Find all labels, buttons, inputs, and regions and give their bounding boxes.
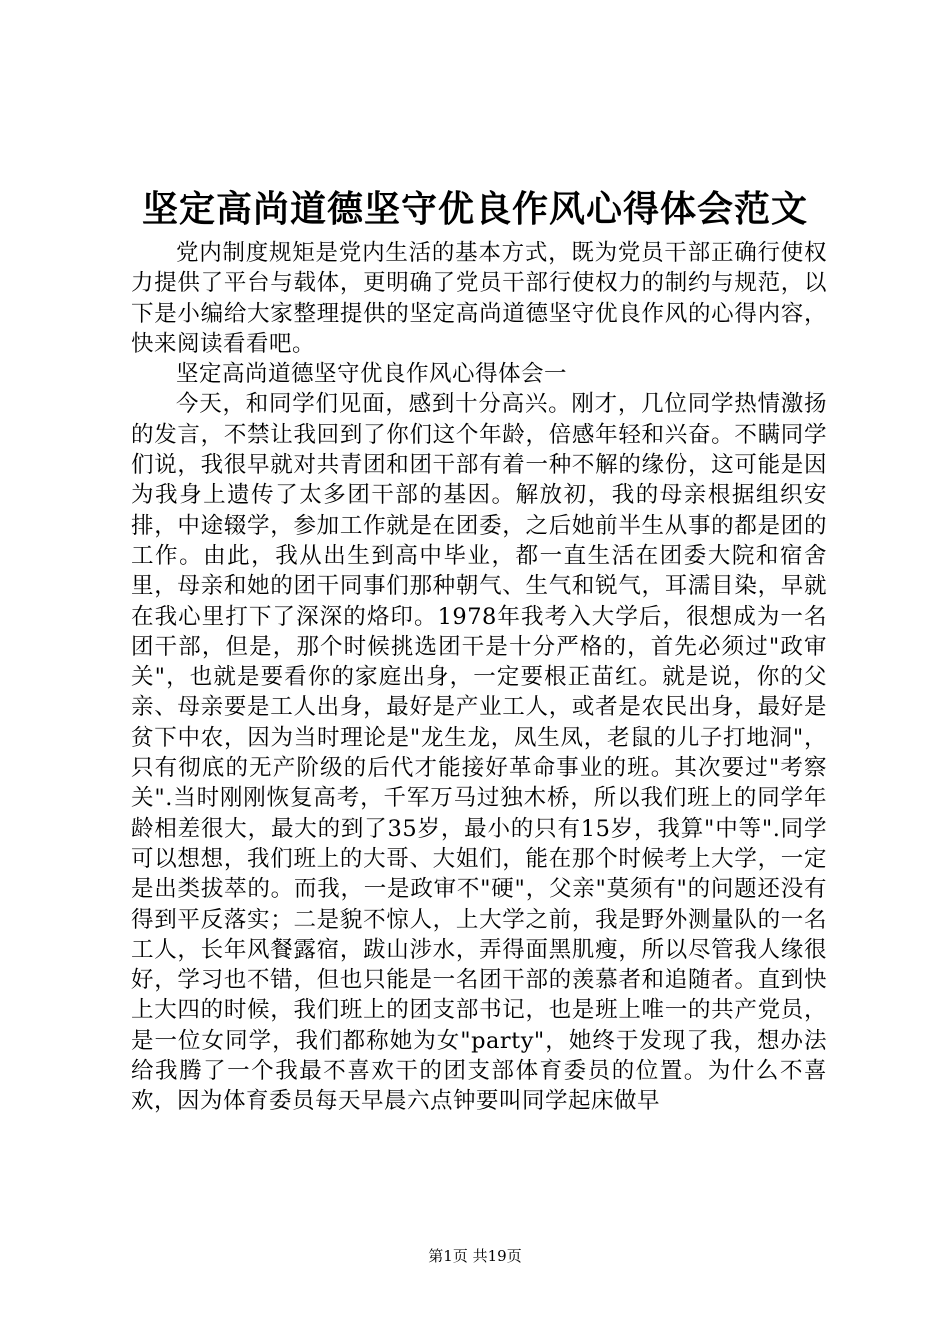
section-heading: 坚定高尚道德坚守优良作风心得体会一 [176, 361, 568, 388]
document-body [131, 238, 827, 1117]
body-paragraph: 今天，和同学们见面，感到十分高兴。刚才，几位同学热情激扬的发言，不禁让我回到了你们这个年龄，倍感年轻和兴奋。不瞒同学们说，我很早就对共青团和团干部有着一种不解的缘份，这可能是因为我身上遗传了太多团干部的基因。解放初，我的母亲根据组织安排，中途辍学，参加工作就是在团委，之后她前半生从事的都是团的工作。由此，我从出生到高中毕业，都一直生活在团委大院和宿舍里，母亲和她的团干同事们那种朝气、生气和锐气，耳濡目染，早就在我心里打下了深深的烙印。1978年我考入大学后，很想成为一名团干部，但是，那个时候挑选团干是十分严格的，首先必须过"政审关"，也就是要看你的家庭出身，一定要根正苗红。就是说，你的父亲、母亲要是工人出身，最好是产业工人，或者是农民出身，最好是贫下中农，因为当时理论是"龙生龙，凤生凤，老鼠的儿子打地洞"，只有彻底的无产阶级的后代才能接好革命事业的班。其次要过"考察关".当时刚刚恢复高考，千军万马过独木桥，所以我们班上的同学年龄相差很大，最大的到了35岁，最小的只有15岁，我算"中等".同学可以想想，我们班上的大哥、大姐们，能在那个时候考上大学，一定是出类拔萃的。而我，一是政审不"硬"，父亲"莫须有"的问题还没有得到平反落实；二是貌不惊人，上大学之前，我是野外测量队的一名工人，长年风餐露宿，跋山涉水，弄得面黑肌瘦，所以尽管我人缘很好，学习也不错，但也只能是一名团干部的羡慕者和追随者。直到快上大四的时候，我们班上的团支部书记，也是班上唯一的共产党员，是一位女同学，我们都称她为女"party"，她终于发现了我，想办法给我腾了一个我最不喜欢干的团支部体育委员的位置。为什么不喜欢，因为体育委员每天早晨六点钟要叫同学起床做早 [131, 391, 827, 1115]
page-number-footer: 第1页 共19页 [428, 1247, 522, 1265]
intro-paragraph: 党内制度规矩是党内生活的基本方式，既为党员干部正确行使权力提供了平台与载体，更明确了党员干部行使权力的制约与规范，以下是小编给大家整理提供的坚定高尚道德坚守优良作风的心得内容，快来阅读看看吧。 [131, 240, 827, 357]
document-title: 坚定高尚道德坚守优良作风心得体会范文 [141, 188, 808, 230]
